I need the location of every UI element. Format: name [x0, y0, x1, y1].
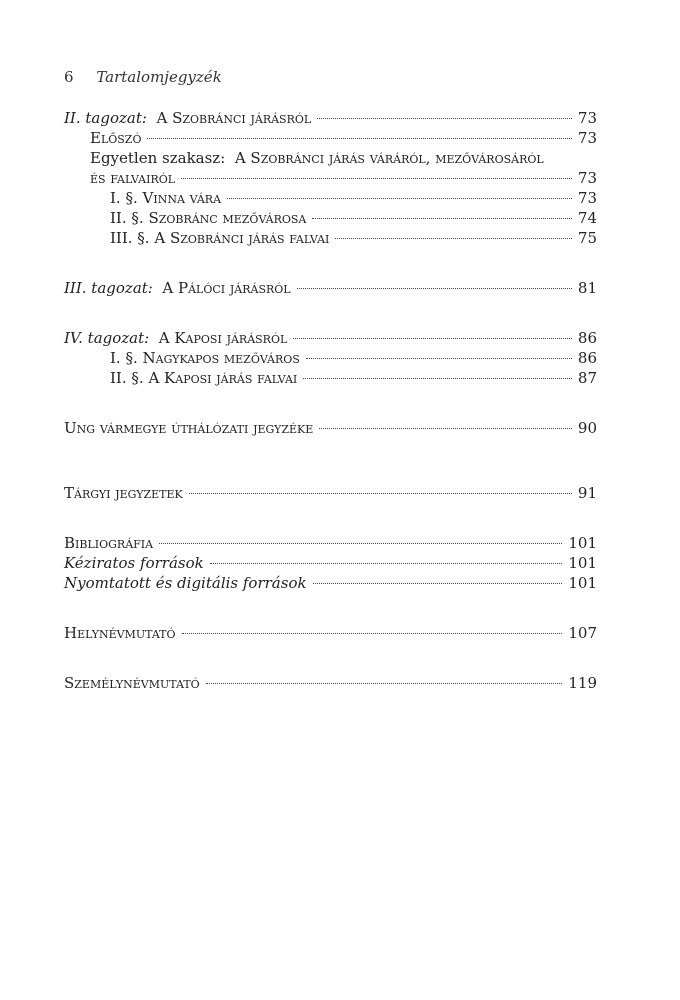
toc-entry-ung-uthalozati-jegyzeke[interactable]: [64, 418, 597, 438]
toc-page-number: 73: [577, 109, 597, 127]
toc-entry-title: Vinna vára: [142, 189, 222, 207]
toc-entry-title: Előszó: [90, 129, 142, 147]
toc-page-number: 101: [568, 574, 597, 592]
toc-page-number: 107: [568, 624, 597, 642]
toc-entry-helynevmutato[interactable]: [64, 623, 597, 643]
toc-entry-title: Helynévmutató: [64, 624, 176, 642]
toc-page-number: 101: [568, 534, 597, 552]
toc-entry-eloszo[interactable]: [64, 128, 597, 148]
toc-entry-tagozat-3[interactable]: [64, 278, 597, 298]
toc-entry-keziratos-forrasok[interactable]: [64, 553, 597, 573]
toc-page-number: 86: [577, 349, 597, 367]
toc-page-number: 81: [577, 279, 597, 297]
dot-leader: [306, 358, 572, 359]
dot-leader: [293, 338, 572, 339]
toc-page-number: 91: [577, 484, 597, 502]
toc-entry-title: Kéziratos források: [64, 554, 204, 572]
toc-page-number: 75: [577, 229, 597, 247]
toc-entry-nyomtatott-forrasok[interactable]: [64, 573, 597, 593]
toc-entry-title: A Kaposi járásról: [158, 329, 288, 347]
toc-entry-kaposi-jaras-falvai[interactable]: [64, 368, 597, 388]
section-number: I. §.: [110, 189, 138, 207]
dot-leader: [182, 633, 563, 634]
toc-page-number: 73: [577, 189, 597, 207]
toc-entry-prefix: Egyetlen szakasz:: [90, 149, 226, 167]
toc-entry-title: A Szobránci járás váráról, mezővárosáról: [234, 149, 544, 167]
section-number: II. §.: [110, 369, 144, 387]
toc-entry-tagozat-4[interactable]: [64, 328, 597, 348]
section-number: I. §.: [110, 349, 138, 367]
toc-entry-title: A Szobránci járás falvai: [154, 229, 330, 247]
toc-entry-title: Ung vármegye úthálózati jegyzéke: [64, 419, 314, 437]
toc-entry-egyetlen-szakasz[interactable]: [64, 148, 597, 168]
toc-entry-title: Nagykapos mezőváros: [142, 349, 300, 367]
toc-entry-title: Személynévmutató: [64, 674, 200, 692]
dot-leader: [147, 138, 571, 139]
dot-leader: [189, 493, 572, 494]
toc-entry-title: Nyomtatott és digitális források: [64, 574, 307, 592]
dot-leader: [303, 378, 572, 379]
toc-entry-title: A Pálóci járásról: [162, 279, 291, 297]
dot-leader: [159, 543, 562, 544]
toc-entry-szobranci-jaras-falvai[interactable]: [64, 228, 597, 248]
table-of-contents: [64, 108, 597, 693]
toc-entry-szemelynevmutato[interactable]: [64, 673, 597, 693]
toc-entry-title: A Szobránci járásról: [156, 109, 312, 127]
toc-entry-szobranc-mezovarosa[interactable]: [64, 208, 597, 228]
toc-entry-prefix: II. tagozat:: [64, 109, 147, 127]
toc-page-number: 73: [577, 169, 597, 187]
running-title: Tartalomjegyzék: [96, 68, 222, 86]
dot-leader: [317, 118, 572, 119]
toc-entry-vinna-vara[interactable]: [64, 188, 597, 208]
dot-leader: [206, 683, 563, 684]
dot-leader: [181, 178, 572, 179]
toc-entry-nagykapos-mezovaros[interactable]: [64, 348, 597, 368]
toc-page-number: 101: [568, 554, 597, 572]
dot-leader: [312, 218, 572, 219]
toc-entry-title-continued: és falvairól: [90, 169, 176, 187]
dot-leader: [313, 583, 563, 584]
toc-entry-prefix: III. tagozat:: [64, 279, 153, 297]
toc-page-number: 86: [577, 329, 597, 347]
toc-entry-tagozat-2[interactable]: [64, 108, 597, 128]
dot-leader: [319, 428, 572, 429]
dot-leader: [297, 288, 572, 289]
page-number: 6: [64, 68, 74, 86]
toc-page-number: 74: [577, 209, 597, 227]
dot-leader: [227, 198, 572, 199]
toc-entry-title: Szobránc mezővárosa: [148, 209, 307, 227]
toc-page-number: 73: [577, 129, 597, 147]
section-number: III. §.: [110, 229, 150, 247]
dot-leader: [210, 563, 563, 564]
toc-entry-title: A Kaposi járás falvai: [148, 369, 298, 387]
section-number: II. §.: [110, 209, 144, 227]
toc-entry-title: Bibliográfia: [64, 534, 154, 552]
toc-entry-bibliografia[interactable]: [64, 533, 597, 553]
toc-page-number: 87: [577, 369, 597, 387]
toc-entry-title: Tárgyi jegyzetek: [64, 484, 183, 502]
toc-page-number: 119: [568, 674, 597, 692]
dot-leader: [335, 238, 572, 239]
toc-page-number: 90: [577, 419, 597, 437]
toc-entry-prefix: IV. tagozat:: [64, 329, 150, 347]
toc-entry-egyetlen-szakasz-continued[interactable]: [64, 168, 597, 188]
running-header: [64, 68, 222, 86]
toc-entry-targyi-jegyzetek[interactable]: [64, 483, 597, 503]
